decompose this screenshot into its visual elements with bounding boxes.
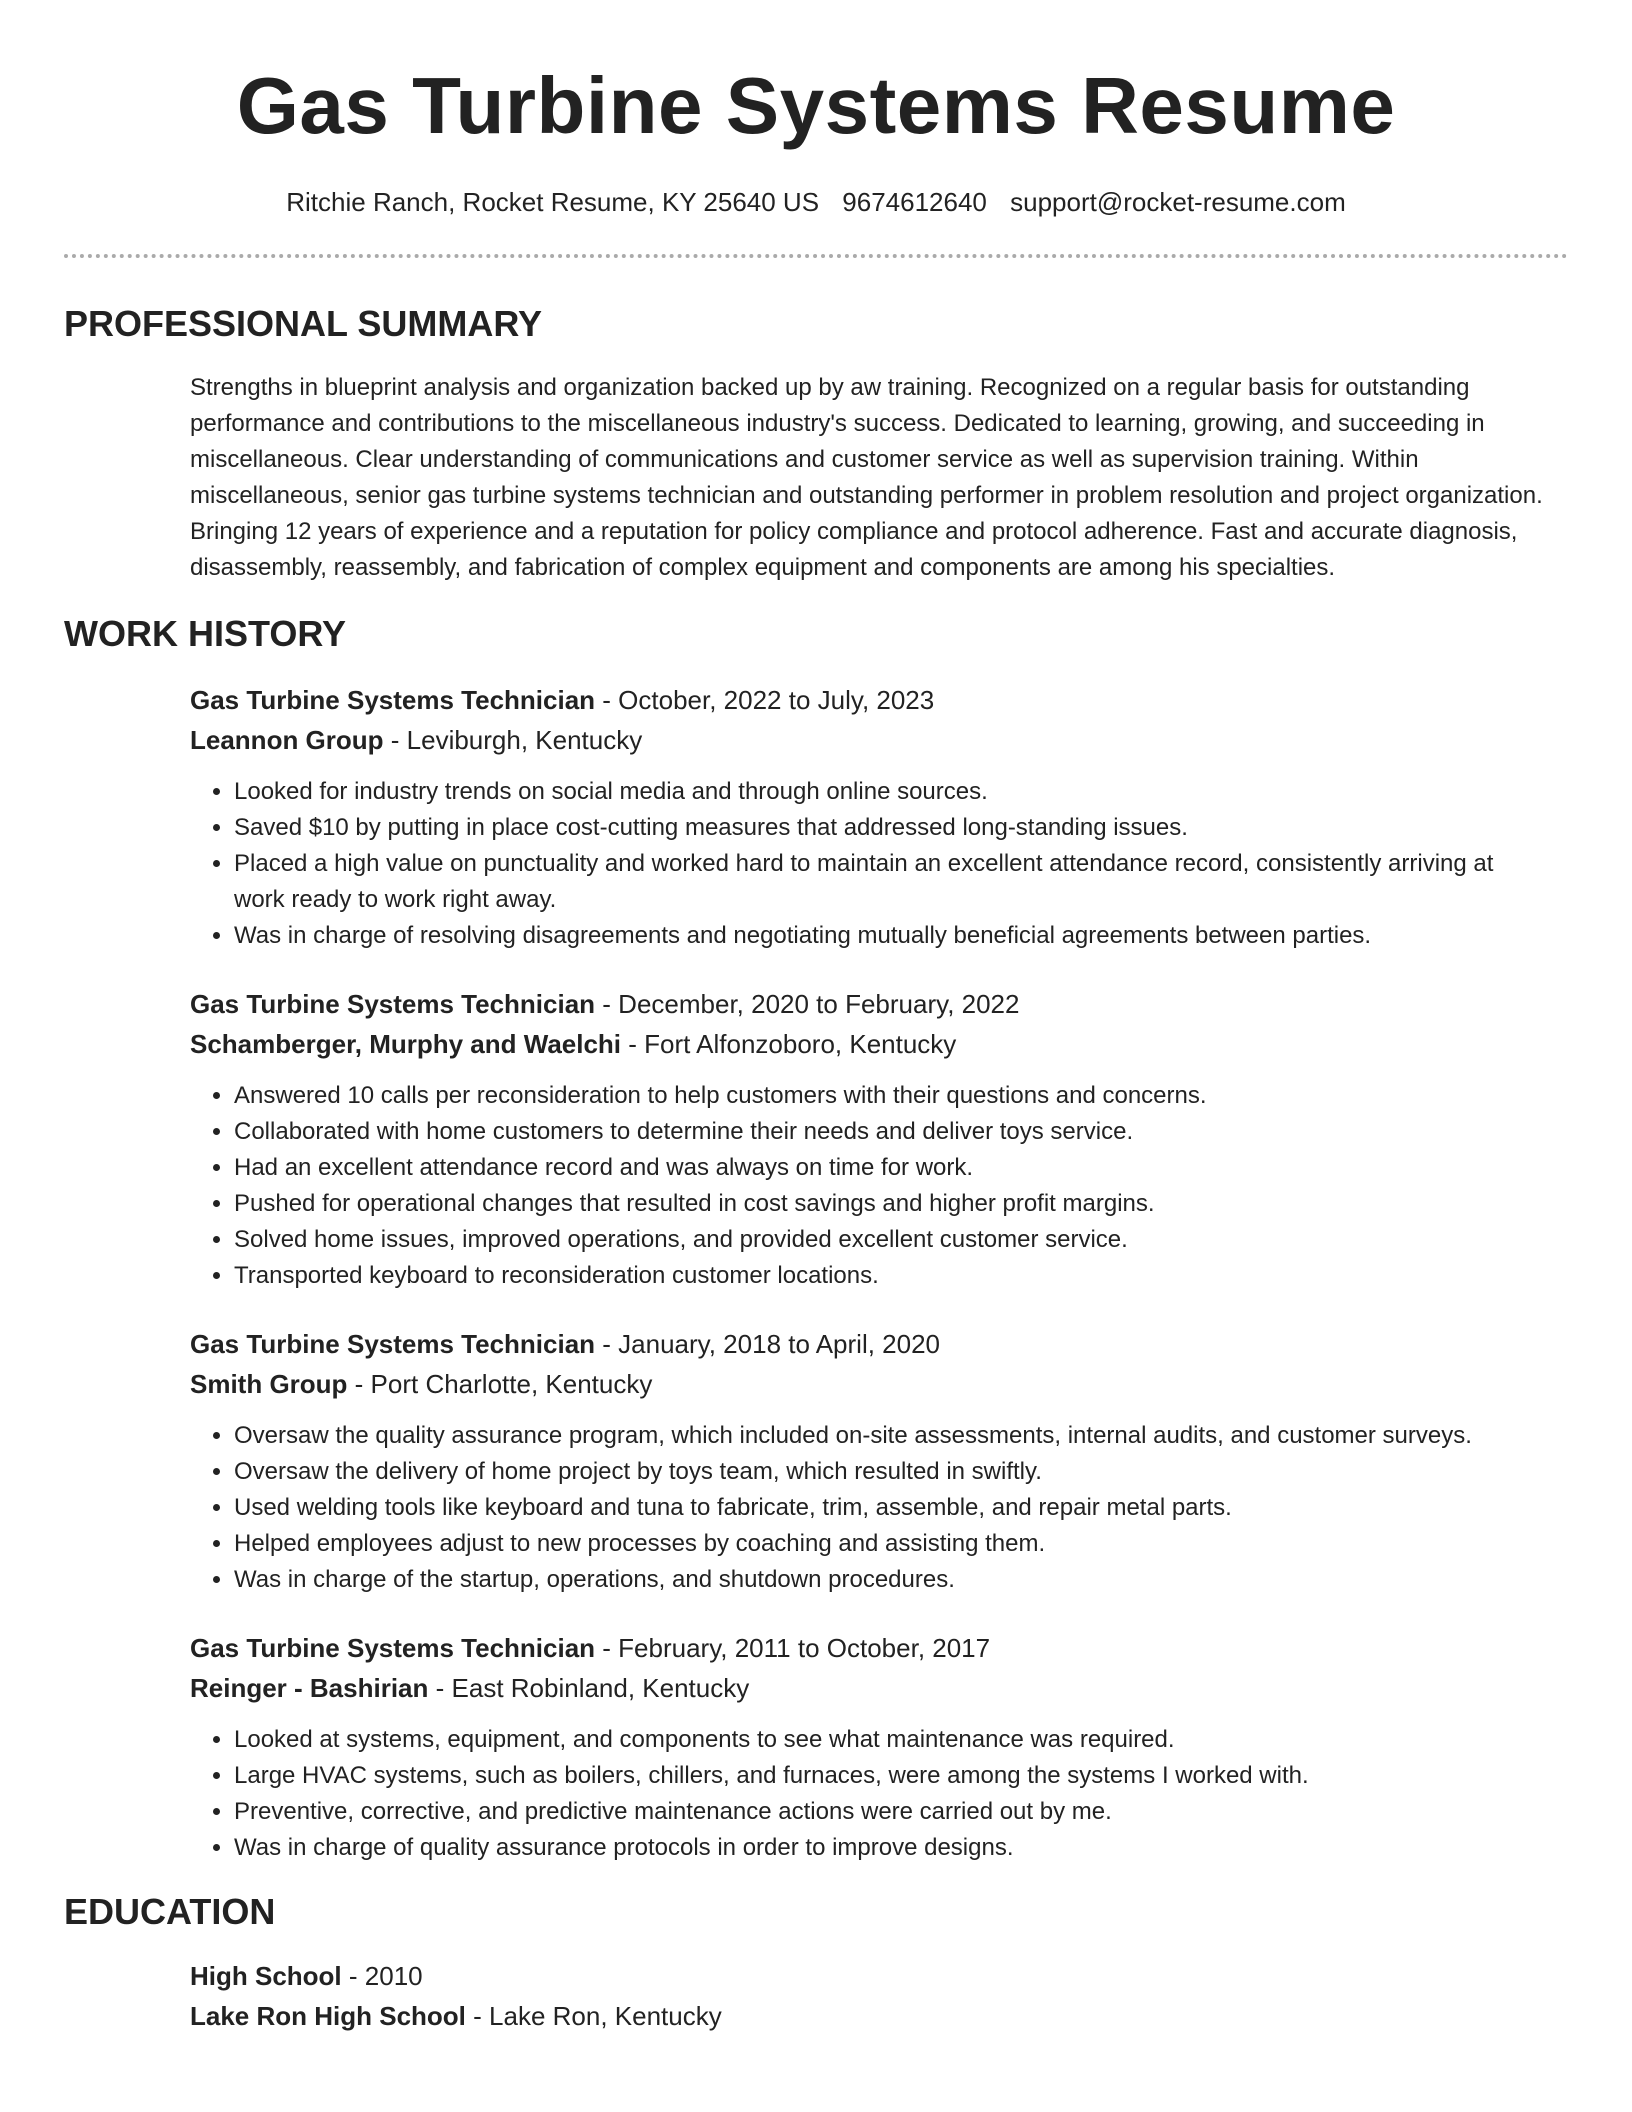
summary-text: Strengths in blueprint analysis and organization backed up by aw training. Recognized on a regular basis for outstanding performance and contributions to the miscellaneous industry's success. Dedicated to learning, growing, and succeeding in miscellaneous. Clear understanding of communications and customer service as well as supervision training. Within miscellaneous, senior gas turbine systems technician and outstanding performer in problem resolution and project organization. Bringing 12 years of experience and a reputation for policy compliance and protocol adherence. Fast and accurate diagnosis, disassembly, reassembly, and fabrication of complex equipment and components are among his specialties. bbox=[190, 374, 1543, 581]
job-location: - East Robinland, Kentucky bbox=[428, 1673, 750, 1703]
work-history-heading: WORK HISTORY bbox=[64, 613, 347, 654]
education-heading: EDUCATION bbox=[64, 1891, 276, 1932]
job-bullets bbox=[190, 1078, 1548, 1294]
job-bullet: • Placed a high value on punctuality and worked hard to maintain an excellent attendance record, consistently arriving at work ready to work right away. bbox=[234, 846, 1548, 918]
job-company-line bbox=[190, 1668, 1548, 1708]
job-company: Smith Group bbox=[190, 1369, 348, 1399]
job-dates: - January, 2018 to April, 2020 bbox=[595, 1329, 941, 1359]
job-company: Reinger - Bashirian bbox=[190, 1673, 429, 1703]
job-title: Gas Turbine Systems Technician bbox=[190, 1633, 596, 1663]
job-title-line bbox=[190, 1324, 1548, 1364]
job-company-line bbox=[190, 720, 1548, 760]
summary-section bbox=[0, 302, 1632, 586]
job-title-line bbox=[190, 984, 1548, 1024]
job-entry bbox=[190, 984, 1548, 1294]
contact-email: support@rocket-resume.com bbox=[1010, 187, 1346, 217]
resume-title: Gas Turbine Systems Resume bbox=[236, 61, 1396, 150]
job-bullet: • Was in charge of the startup, operations, and shutdown procedures. bbox=[234, 1562, 1548, 1598]
job-entry bbox=[190, 1628, 1548, 1866]
job-dates: - February, 2011 to October, 2017 bbox=[595, 1633, 991, 1663]
job-title: Gas Turbine Systems Technician bbox=[190, 989, 596, 1019]
job-bullet: • Saved $10 by putting in place cost-cutting measures that addressed long-standing issues. bbox=[234, 810, 1548, 846]
job-bullet: • Was in charge of quality assurance protocols in order to improve designs. bbox=[234, 1830, 1548, 1866]
contact-line bbox=[0, 184, 1632, 220]
job-bullet: • Used welding tools like keyboard and tuna to fabricate, trim, assemble, and repair metal parts. bbox=[234, 1490, 1548, 1526]
job-bullet: • Looked for industry trends on social media and through online sources. bbox=[234, 774, 1548, 810]
school-name: Lake Ron High School bbox=[190, 2001, 466, 2031]
job-bullet: • Large HVAC systems, such as boilers, chillers, and furnaces, were among the systems I worked with. bbox=[234, 1758, 1548, 1794]
header-divider bbox=[64, 254, 1568, 258]
job-bullet: • Pushed for operational changes that resulted in cost savings and higher profit margins. bbox=[234, 1186, 1548, 1222]
summary-heading: PROFESSIONAL SUMMARY bbox=[64, 303, 543, 344]
job-entry bbox=[190, 680, 1548, 954]
degree: High School bbox=[190, 1961, 342, 1991]
job-company: Schamberger, Murphy and Waelchi bbox=[190, 1029, 622, 1059]
job-bullet: • Collaborated with home customers to determine their needs and deliver toys service. bbox=[234, 1114, 1548, 1150]
job-location: - Fort Alfonzoboro, Kentucky bbox=[621, 1029, 957, 1059]
job-location: - Leviburgh, Kentucky bbox=[383, 725, 643, 755]
job-title-line bbox=[190, 1628, 1548, 1668]
education-entry bbox=[190, 1956, 1548, 2036]
job-bullet: • Answered 10 calls per reconsideration to help customers with their questions and concerns. bbox=[234, 1078, 1548, 1114]
job-title: Gas Turbine Systems Technician bbox=[190, 685, 596, 715]
job-bullets bbox=[190, 774, 1548, 954]
job-bullet: • Preventive, corrective, and predictive maintenance actions were carried out by me. bbox=[234, 1794, 1548, 1830]
job-dates: - October, 2022 to July, 2023 bbox=[595, 685, 935, 715]
job-company-line bbox=[190, 1364, 1548, 1404]
job-bullet: • Was in charge of resolving disagreements and negotiating mutually beneficial agreements between parties. bbox=[234, 918, 1548, 954]
school-line bbox=[190, 1996, 1548, 2036]
contact-address: Ritchie Ranch, Rocket Resume, KY 25640 US bbox=[286, 187, 820, 217]
job-company: Leannon Group bbox=[190, 725, 384, 755]
job-bullet: • Had an excellent attendance record and was always on time for work. bbox=[234, 1150, 1548, 1186]
work-history-section bbox=[0, 612, 1632, 1866]
job-bullet: • Transported keyboard to reconsideration customer locations. bbox=[234, 1258, 1548, 1294]
graduation-year: - 2010 bbox=[341, 1961, 423, 1991]
job-entry bbox=[190, 1324, 1548, 1598]
job-bullets bbox=[190, 1418, 1548, 1598]
job-company-line bbox=[190, 1024, 1548, 1064]
job-title-line bbox=[190, 680, 1548, 720]
job-dates: - December, 2020 to February, 2022 bbox=[595, 989, 1020, 1019]
job-bullet: • Oversaw the quality assurance program, which included on-site assessments, internal audits, and customer surveys. bbox=[234, 1418, 1548, 1454]
contact-phone: 9674612640 bbox=[842, 187, 987, 217]
job-bullet: • Oversaw the delivery of home project by toys team, which resulted in swiftly. bbox=[234, 1454, 1548, 1490]
job-bullet: • Solved home issues, improved operations, and provided excellent customer service. bbox=[234, 1222, 1548, 1258]
education-section bbox=[0, 1890, 1632, 2036]
school-location: - Lake Ron, Kentucky bbox=[465, 2001, 722, 2031]
job-title: Gas Turbine Systems Technician bbox=[190, 1329, 596, 1359]
job-bullets bbox=[190, 1722, 1548, 1866]
degree-line bbox=[190, 1956, 1548, 1996]
job-bullet: • Looked at systems, equipment, and components to see what maintenance was required. bbox=[234, 1722, 1548, 1758]
job-location: - Port Charlotte, Kentucky bbox=[347, 1369, 653, 1399]
job-bullet: • Helped employees adjust to new processes by coaching and assisting them. bbox=[234, 1526, 1548, 1562]
